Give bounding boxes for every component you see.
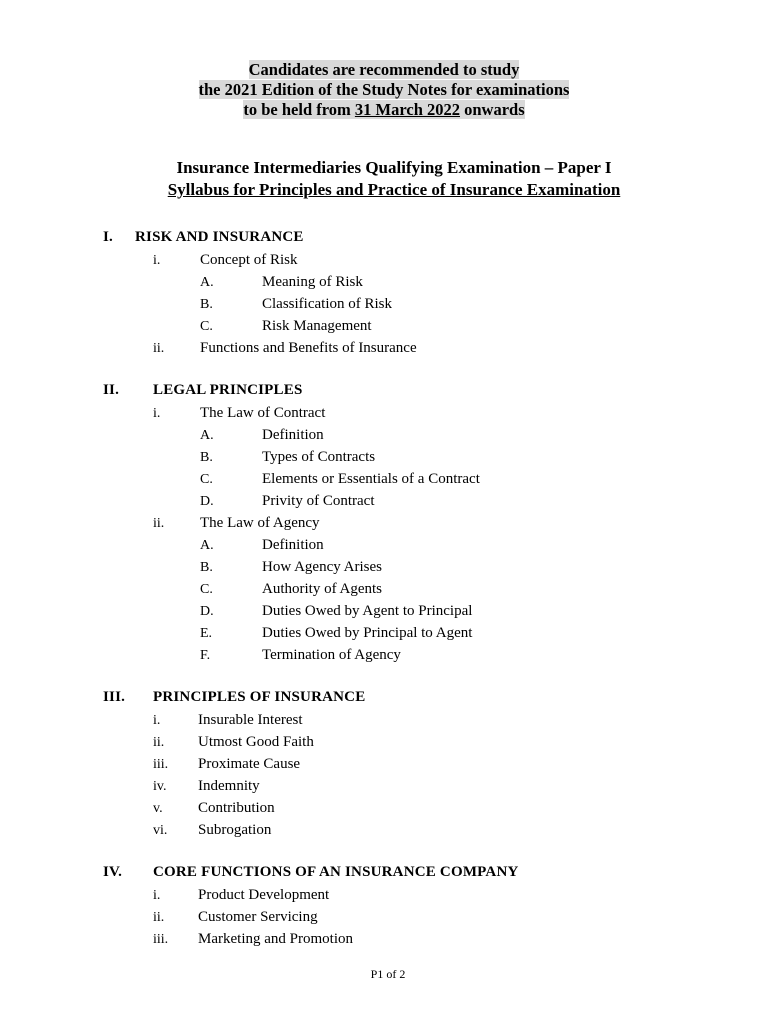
sub-list-item: C. Authority of Agents [200,581,382,597]
sub-list-item: A. Definition [200,537,324,553]
sub-list-item: B. Types of Contracts [200,449,376,465]
sub-list-item: F. Termination of Agency [200,647,401,663]
sub-list-item: B. How Agency Arises [200,559,382,575]
section-heading: III. PRINCIPLES OF INSURANCE [103,689,366,705]
list-item: iii. Proximate Cause [153,756,301,772]
sub-list-item: D. Privity of Contract [200,493,375,509]
exam-title: Insurance Intermediaries Qualifying Examination – Paper I [176,158,612,177]
list-item: i. Product Development [153,887,330,903]
list-item: ii. Functions and Benefits of Insurance [153,340,417,356]
list-item: ii. Customer Servicing [153,909,318,925]
list-item: vi. Subrogation [153,822,272,838]
list-item: iv. Indemnity [153,778,260,794]
list-item: v. Contribution [153,800,275,816]
list-item: i. The Law of Contract [153,405,326,421]
sub-list-item: A. Definition [200,427,324,443]
section-heading: II. LEGAL PRINCIPLES [103,382,303,398]
sub-list-item: D. Duties Owed by Agent to Principal [200,603,473,619]
sub-list-item: B. Classification of Risk [200,296,392,312]
notice-line-2: the 2021 Edition of the Study Notes for examinations [198,80,570,99]
list-item: ii. The Law of Agency [153,515,320,531]
list-item: i. Insurable Interest [153,712,303,728]
list-item: iii. Marketing and Promotion [153,931,353,947]
section-heading: I. RISK AND INSURANCE [103,229,304,245]
sub-list-item: C. Elements or Essentials of a Contract [200,471,480,487]
sub-list-item: A. Meaning of Risk [200,274,363,290]
sub-list-item: C. Risk Management [200,318,372,334]
list-item: ii. Utmost Good Faith [153,734,314,750]
sub-list-item: E. Duties Owed by Principal to Agent [200,625,473,641]
notice-date: 31 March 2022 [354,100,460,119]
notice-line-3: to be held from 31 March 2022 onwards [243,100,525,119]
list-item: i. Concept of Risk [153,252,298,268]
section-heading: IV. CORE FUNCTIONS OF AN INSURANCE COMPANY [103,864,519,880]
page-number: P1 of 2 [370,967,406,981]
notice-line-1: Candidates are recommended to study [248,60,520,79]
syllabus-title: Syllabus for Principles and Practice of Insurance Examination [167,180,621,199]
exam-notice [0,60,768,120]
document-title [0,157,768,201]
